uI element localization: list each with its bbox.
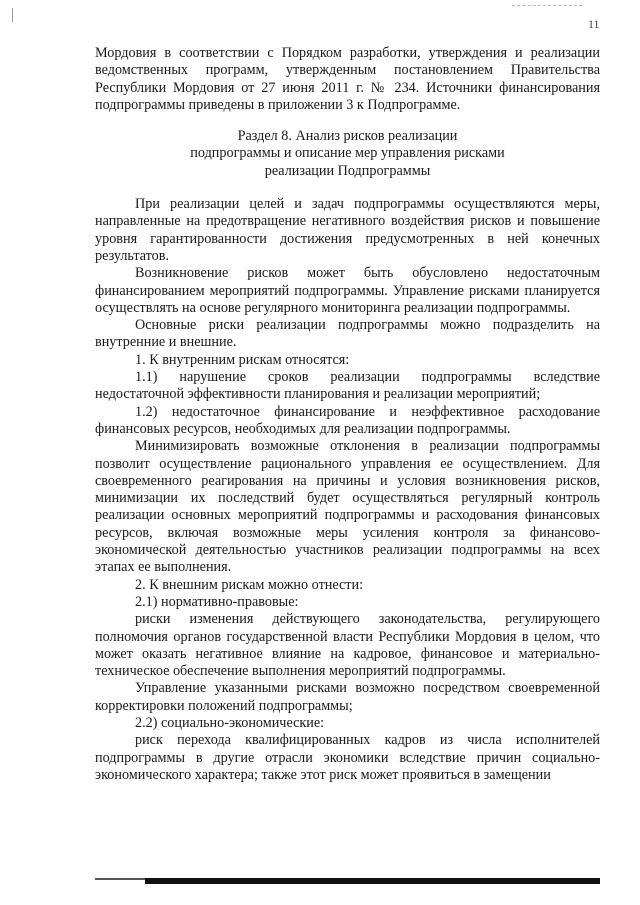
- scan-artifact: [12, 8, 13, 22]
- page-number: 11: [588, 17, 600, 31]
- paragraph: Управление указанными рисками возможно посредством своевременной корректировки положений подпрограммы;: [95, 680, 600, 714]
- paragraph: риски изменения действующего законодательства, регулирующего полномочия органов государственной власти Республики Мордовия в целом, что может оказать негативное влияние на кадровое, финансовое и материально-техническое обеспечение выполнения мероприятий подпрограммы.: [95, 611, 600, 680]
- paragraph: При реализации целей и задач подпрограммы осуществляются меры, направленные на предотвращение негативного воздействия рисков и повышение уровня гарантированности достижения предусмотренных в ней конечных результатов.: [95, 196, 600, 264]
- scan-artifact: [512, 5, 582, 7]
- paragraph: 1. К внутренним рискам относятся:: [135, 351, 350, 368]
- body-text: [95, 45, 600, 784]
- paragraph: Возникновение рисков может быть обусловлено недостаточным финансированием мероприятий подпрограммы. Управление рисками планируется осуществлять на основе регулярного мониторинга реализации подпрограммы.: [95, 265, 600, 316]
- paragraph: Минимизировать возможные отклонения в реализации подпрограммы позволит осуществление рационального управления ее осуществлением. Для своевременного реагирования на причины и условия возникновения рисков, минимизации их последствий будет осуществляться регулярный контроль реализации основных мероприятий подпрограммы и расходования финансовых ресурсов, включая возможные меры усиления контроля за финансово-экономической деятельностью участников реализации подпрограммы на всех этапах ее выполнения.: [95, 438, 600, 576]
- paragraph: 1.1) нарушение сроков реализации подпрограммы вследствие недостаточной эффективности планирования и реализации мероприятий;: [95, 369, 600, 403]
- section-heading-line: Раздел 8. Анализ рисков реализации: [237, 128, 458, 145]
- intro-paragraph: Мордовия в соответствии с Порядком разработки, утверждения и реализации ведомственных программ, утвержденным постановлением Правительства Республики Мордовия от 27 июня 2011 г. № 234. Источники финансирования подпрограммы приведены в приложении 3 к Подпрограмме.: [95, 45, 600, 113]
- paragraph: 2.2) социально-экономические:: [135, 714, 325, 731]
- paragraph: 2.1) нормативно-правовые:: [135, 593, 299, 610]
- section-heading: [95, 128, 600, 180]
- section-heading-line: реализации Подпрограммы: [264, 162, 431, 179]
- paragraph: 1.2) недостаточное финансирование и неэффективное расходование финансовых ресурсов, необходимых для реализации подпрограммы.: [95, 403, 600, 437]
- scan-border-artifact: [145, 878, 600, 884]
- paragraph: Основные риски реализации подпрограммы можно подразделить на внутренние и внешние.: [95, 317, 600, 351]
- paragraph: 2. К внешним рискам можно отнести:: [135, 576, 364, 593]
- paragraph: риск перехода квалифицированных кадров из числа исполнителей подпрограммы в другие отрасли экономики вследствие причин социально-экономического характера; также этот риск может проявиться в замещении: [95, 732, 600, 783]
- section-heading-line: подпрограммы и описание мер управления рисками: [190, 145, 505, 162]
